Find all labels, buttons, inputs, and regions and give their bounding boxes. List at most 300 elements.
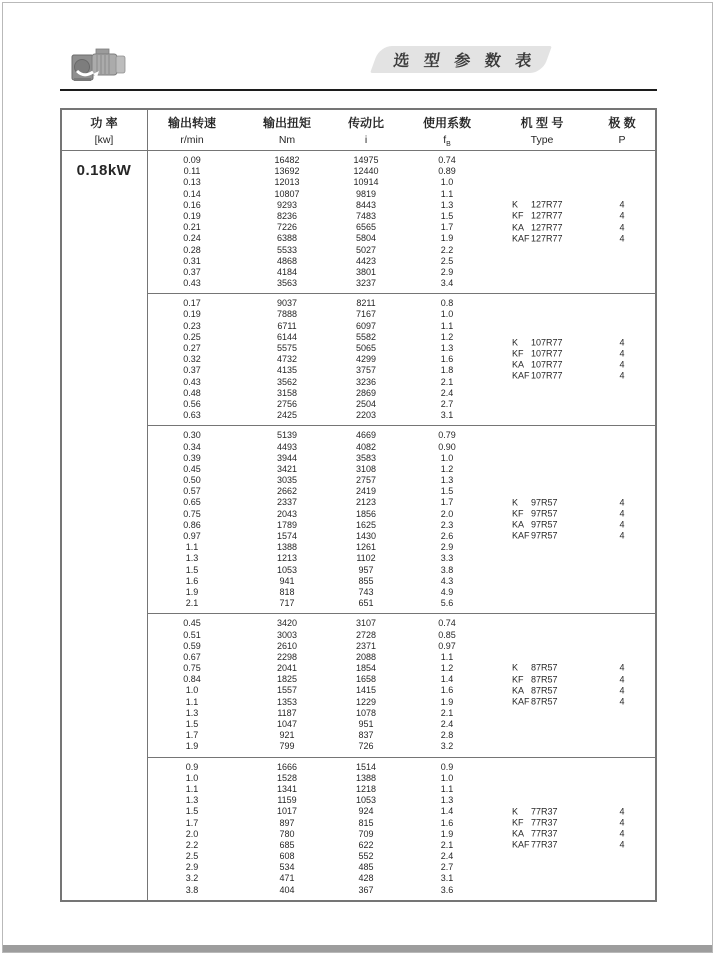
factor-value: 2.8 (440, 730, 454, 741)
factor-value: 4.9 (440, 586, 454, 597)
col-header-model: 机 型 号 Type (520, 116, 564, 146)
poles-value: 4 (619, 348, 625, 359)
torque-value: 6144 (276, 331, 298, 342)
torque-value: 1187 (277, 707, 297, 718)
model-line (512, 200, 652, 211)
ratio-value: 1053 (355, 795, 377, 806)
ratio-value: 5582 (355, 331, 377, 342)
torque-value: 2041 (276, 663, 298, 674)
torque-value: 2425 (276, 410, 298, 421)
speed-value: 0.31 (183, 255, 201, 266)
torque-value: 1047 (276, 719, 298, 729)
speed-value: 0.65 (183, 497, 201, 508)
model-code: 97R57 (531, 531, 558, 541)
factor-value: 1.3 (440, 343, 454, 353)
model-line (512, 829, 652, 840)
factor-value: 3.1 (440, 410, 454, 421)
speed-value: 0.9 (185, 761, 199, 772)
speed-value: 0.45 (183, 618, 201, 629)
ratio-value: 8211 (356, 298, 376, 309)
speed-value: 1.6 (185, 575, 199, 586)
table-row (148, 267, 655, 278)
torque-value: 5139 (276, 430, 298, 441)
ratio-value: 651 (358, 598, 374, 609)
poles-value: 4 (619, 806, 625, 817)
speed-value: 0.43 (183, 278, 201, 289)
poles-value: 4 (619, 222, 625, 233)
table-row (148, 298, 655, 309)
model-line (512, 222, 652, 233)
model-code: 127R77 (531, 199, 563, 210)
ratio-value: 1625 (355, 519, 377, 530)
ratio-value: 2123 (355, 497, 377, 508)
model-code: 107R77 (531, 348, 563, 359)
model-code: 127R77 (531, 233, 563, 244)
table-row (148, 598, 655, 609)
torque-value: 1666 (276, 761, 298, 772)
table-row (148, 795, 655, 806)
model-code: 127R77 (531, 210, 563, 221)
factor-value: 3.6 (440, 884, 454, 895)
factor-value: 2.7 (440, 398, 454, 409)
ratio-value: 2728 (355, 629, 377, 640)
torque-value: 5533 (276, 244, 298, 255)
data-block-3 (148, 425, 655, 613)
poles-value: 4 (619, 199, 625, 210)
model-series: KAF (512, 370, 530, 381)
ratio-value: 622 (358, 839, 374, 850)
speed-value: 0.14 (183, 188, 201, 199)
speed-value: 0.13 (183, 177, 201, 188)
model-code: 107R77 (531, 370, 563, 381)
model-series: KF (512, 817, 524, 828)
poles-value: 4 (619, 337, 625, 348)
speed-value: 2.0 (185, 828, 199, 839)
table-row (148, 442, 655, 453)
factor-value: 1.4 (440, 806, 454, 817)
gearmotor-image (70, 44, 132, 86)
factor-value: 1.2 (440, 331, 454, 342)
speed-value: 0.86 (183, 519, 201, 530)
speed-value: 0.19 (183, 210, 201, 221)
poles-value: 4 (619, 817, 625, 828)
factor-value: 3.3 (440, 553, 454, 564)
torque-value: 6388 (276, 233, 298, 244)
ratio-value: 3237 (355, 278, 377, 289)
torque-value: 1053 (276, 564, 298, 575)
speed-value: 2.2 (185, 839, 199, 850)
model-code: 87R57 (531, 663, 558, 674)
model-code: 97R57 (531, 497, 558, 508)
factor-value: 1.5 (440, 486, 454, 497)
model-code: 107R77 (531, 337, 563, 348)
table-row (148, 565, 655, 576)
ratio-value: 3757 (355, 365, 377, 376)
speed-value: 0.17 (183, 298, 201, 309)
ratio-value: 7167 (355, 309, 377, 320)
torque-value: 1388 (276, 542, 298, 553)
ratio-value: 5065 (355, 343, 377, 353)
factor-value: 1.1 (440, 651, 454, 662)
torque-value: 3944 (276, 452, 298, 463)
model-code: 87R57 (531, 696, 558, 707)
torque-value: 10807 (274, 188, 300, 199)
poles-value: 4 (619, 508, 625, 519)
factor-value: 2.7 (440, 862, 454, 873)
model-series: K (512, 199, 519, 210)
speed-value: 0.16 (183, 199, 201, 210)
ratio-value: 5027 (355, 244, 377, 255)
torque-value: 2337 (276, 497, 298, 508)
speed-value: 2.9 (185, 862, 199, 873)
factor-value: 1.1 (440, 188, 454, 199)
poles-value: 4 (619, 359, 625, 370)
model-line (512, 360, 652, 371)
table-row (148, 399, 655, 410)
poles-value: 4 (619, 210, 625, 221)
page-title: 选 型 参 数 表 (392, 53, 538, 70)
factor-value: 2.4 (440, 851, 454, 862)
factor-value: 2.1 (440, 839, 454, 850)
ratio-value: 6097 (355, 320, 377, 331)
model-code: 87R57 (531, 685, 558, 696)
model-series: KA (512, 519, 525, 530)
data-block-5 (148, 757, 655, 900)
factor-value: 0.85 (438, 629, 456, 640)
factor-value: 0.9 (440, 761, 454, 772)
torque-value: 1528 (276, 772, 298, 783)
torque-value: 3158 (276, 387, 298, 398)
torque-value: 4732 (276, 354, 298, 365)
factor-value: 0.74 (438, 155, 456, 165)
model-series: K (512, 497, 519, 508)
table-row (148, 618, 655, 629)
model-code: 77R37 (531, 817, 558, 828)
model-code: 97R57 (531, 508, 558, 519)
ratio-value: 12440 (353, 166, 379, 177)
torque-value: 2756 (276, 398, 298, 409)
torque-value: 7888 (276, 309, 298, 320)
factor-value: 3.1 (440, 873, 454, 884)
torque-value: 921 (279, 730, 295, 741)
model-series: KAF (512, 531, 530, 541)
model-series: K (512, 337, 519, 348)
speed-value: 1.5 (185, 719, 199, 729)
speed-value: 1.7 (185, 730, 199, 741)
model-group (512, 663, 652, 708)
table-row (148, 851, 655, 862)
speed-value: 3.8 (185, 884, 199, 895)
torque-value: 897 (279, 817, 295, 828)
torque-value: 1789 (276, 519, 298, 530)
ratio-value: 3236 (355, 376, 377, 387)
ratio-value: 1856 (355, 508, 377, 519)
factor-value: 1.0 (440, 772, 454, 783)
table-row (148, 708, 655, 719)
factor-value: 2.0 (440, 508, 454, 519)
ratio-value: 2869 (355, 387, 377, 398)
ratio-value: 743 (358, 586, 374, 597)
ratio-value: 1102 (356, 553, 376, 564)
speed-value: 1.1 (185, 696, 199, 707)
factor-value: 2.9 (440, 266, 454, 277)
torque-value: 4868 (276, 255, 298, 266)
ratio-value: 1218 (355, 783, 377, 794)
table-row (148, 885, 655, 896)
factor-value: 1.6 (440, 817, 454, 828)
factor-value: 1.5 (440, 210, 454, 221)
power-rating-label: 0.18kW (76, 162, 132, 179)
model-group (512, 200, 652, 245)
torque-value: 6711 (277, 320, 297, 331)
data-block-1 (148, 151, 655, 293)
ratio-value: 2419 (355, 486, 377, 497)
speed-value: 0.34 (183, 441, 201, 452)
col-header-service-factor: 使用系数 $f_B$ (422, 116, 471, 149)
poles-value: 4 (619, 839, 625, 850)
model-code: 127R77 (531, 222, 563, 233)
speed-value: 0.59 (183, 640, 201, 651)
model-code: 77R37 (531, 828, 558, 839)
torque-value: 1213 (276, 553, 298, 564)
torque-value: 4135 (276, 365, 298, 376)
poles-value: 4 (619, 497, 625, 508)
model-line (512, 806, 652, 817)
ratio-value: 924 (358, 806, 374, 817)
poles-value: 4 (619, 696, 625, 707)
torque-value: 818 (279, 586, 295, 597)
torque-value: 12013 (274, 177, 300, 188)
table-row (148, 166, 655, 177)
table-row (148, 189, 655, 200)
poles-value: 4 (619, 370, 625, 381)
torque-value: 13692 (274, 166, 300, 177)
ratio-value: 837 (358, 730, 374, 741)
model-line (512, 337, 652, 348)
speed-value: 0.09 (183, 155, 201, 165)
factor-value: 3.4 (440, 278, 454, 289)
speed-value: 0.75 (183, 663, 201, 674)
speed-value: 1.3 (185, 795, 199, 806)
speed-value: 0.37 (183, 365, 201, 376)
ratio-value: 9819 (355, 188, 377, 199)
col-header-torque: 输出扭矩 Nm (262, 116, 311, 146)
ratio-value: 5804 (355, 233, 377, 244)
speed-value: 0.19 (183, 309, 201, 320)
torque-value: 3035 (276, 475, 298, 486)
model-code: 97R57 (531, 519, 558, 530)
ratio-value: 1078 (355, 707, 377, 718)
torque-value: 1353 (276, 696, 298, 707)
table-row (148, 553, 655, 564)
torque-value: 3562 (276, 376, 298, 387)
factor-value: 2.4 (440, 387, 454, 398)
ratio-value: 815 (358, 817, 374, 828)
factor-value: 2.5 (440, 255, 454, 266)
speed-value: 3.2 (185, 873, 199, 884)
model-series: KA (512, 359, 525, 370)
model-line (512, 840, 652, 851)
factor-value: 1.0 (440, 177, 454, 188)
ratio-value: 1415 (355, 685, 377, 696)
factor-value: 2.2 (440, 244, 454, 255)
speed-value: 1.1 (185, 542, 199, 553)
speed-value: 0.32 (183, 354, 201, 365)
factor-value: 1.6 (440, 354, 454, 365)
model-line (512, 233, 652, 244)
model-code: 87R57 (531, 674, 558, 685)
factor-value: 1.4 (440, 674, 454, 685)
speed-value: 0.28 (183, 244, 201, 255)
ratio-value: 6565 (355, 222, 377, 233)
torque-value: 3421 (276, 463, 298, 474)
speed-value: 0.67 (183, 651, 201, 662)
speed-value: 0.84 (183, 674, 201, 685)
torque-value: 9293 (276, 199, 298, 210)
factor-value: 4.3 (440, 575, 454, 586)
ratio-value: 4082 (355, 441, 377, 452)
torque-value: 16482 (274, 155, 300, 165)
factor-value: 1.8 (440, 365, 454, 376)
model-group (512, 337, 652, 382)
speed-value: 1.5 (185, 564, 199, 575)
speed-value: 2.5 (185, 851, 199, 862)
data-block-2 (148, 293, 655, 425)
table-row (148, 587, 655, 598)
ratio-value: 1261 (355, 542, 377, 553)
table-row (148, 784, 655, 795)
speed-value: 2.1 (185, 598, 199, 609)
table-row (148, 773, 655, 784)
col-header-poles: 极 数 P (608, 116, 636, 146)
ratio-value: 4423 (355, 255, 377, 266)
model-code: 77R37 (531, 839, 558, 850)
factor-value: 1.1 (440, 783, 454, 794)
speed-value: 1.9 (185, 741, 199, 752)
ratio-value: 10914 (353, 177, 379, 188)
model-series: K (512, 663, 519, 674)
speed-value: 1.0 (185, 772, 199, 783)
speed-value: 1.3 (185, 553, 199, 564)
model-line (512, 520, 652, 531)
torque-value: 3420 (276, 618, 298, 629)
table-row (148, 641, 655, 652)
poles-value: 4 (619, 828, 625, 839)
ratio-value: 1229 (355, 696, 377, 707)
ratio-value: 1514 (355, 761, 377, 772)
table-body (148, 151, 655, 900)
torque-value: 685 (279, 839, 295, 850)
factor-value: 1.7 (440, 497, 454, 508)
model-group (512, 806, 652, 851)
table-row (148, 410, 655, 421)
model-code: 77R37 (531, 806, 558, 817)
model-series: KF (512, 210, 524, 221)
table-row (148, 388, 655, 399)
speed-value: 0.23 (183, 320, 201, 331)
table-row (148, 542, 655, 553)
torque-value: 1017 (276, 806, 298, 817)
poles-value: 4 (619, 233, 625, 244)
speed-value: 0.57 (183, 486, 201, 497)
speed-value: 0.30 (183, 430, 201, 441)
speed-value: 0.50 (183, 475, 201, 486)
poles-value: 4 (619, 531, 625, 541)
speed-value: 0.97 (183, 531, 201, 541)
table-row (148, 245, 655, 256)
model-line (512, 349, 652, 360)
ratio-value: 552 (358, 851, 374, 862)
speed-value: 1.5 (185, 806, 199, 817)
ratio-value: 1388 (355, 772, 377, 783)
table-row (148, 256, 655, 267)
speed-value: 0.75 (183, 508, 201, 519)
factor-value: 2.6 (440, 531, 454, 541)
model-line (512, 509, 652, 520)
table-row (148, 464, 655, 475)
factor-value: 1.0 (440, 309, 454, 320)
ratio-value: 1658 (355, 674, 377, 685)
table-row (148, 155, 655, 166)
table-row (148, 741, 655, 752)
ratio-value: 2088 (355, 651, 377, 662)
speed-value: 1.7 (185, 817, 199, 828)
torque-value: 3003 (276, 629, 298, 640)
factor-value: 1.3 (440, 475, 454, 486)
torque-value: 1159 (277, 795, 297, 806)
torque-value: 1341 (276, 783, 298, 794)
speed-value: 0.45 (183, 463, 201, 474)
torque-value: 1825 (276, 674, 298, 685)
speed-value: 1.3 (185, 707, 199, 718)
table-row (148, 475, 655, 486)
factor-value: 0.97 (438, 640, 456, 651)
factor-value: 5.6 (440, 598, 454, 609)
torque-value: 471 (279, 873, 295, 884)
table-row (148, 652, 655, 663)
factor-value: 1.2 (440, 463, 454, 474)
table-row (148, 430, 655, 441)
factor-value: 1.3 (440, 199, 454, 210)
table-row (148, 321, 655, 332)
ratio-value: 485 (358, 862, 374, 873)
factor-value: 2.4 (440, 719, 454, 729)
speed-value: 0.39 (183, 452, 201, 463)
model-series: KA (512, 685, 525, 696)
ratio-value: 3583 (355, 452, 377, 463)
selection-table (60, 108, 657, 902)
ratio-value: 951 (358, 719, 374, 729)
model-series: KA (512, 222, 525, 233)
factor-value: 1.1 (440, 320, 454, 331)
speed-value: 1.1 (185, 783, 199, 794)
model-line (512, 685, 652, 696)
torque-value: 404 (279, 884, 295, 895)
ratio-value: 855 (358, 575, 374, 586)
model-series: KA (512, 828, 525, 839)
model-series: KF (512, 508, 524, 519)
poles-value: 4 (619, 685, 625, 696)
factor-value: 1.9 (440, 696, 454, 707)
page-bottom-bar (3, 945, 712, 952)
torque-value: 4184 (276, 266, 298, 277)
torque-value: 2298 (276, 651, 298, 662)
torque-value: 1557 (276, 685, 298, 696)
factor-value: 1.0 (440, 452, 454, 463)
table-row (148, 719, 655, 730)
factor-value: 1.6 (440, 685, 454, 696)
table-header (62, 110, 655, 151)
